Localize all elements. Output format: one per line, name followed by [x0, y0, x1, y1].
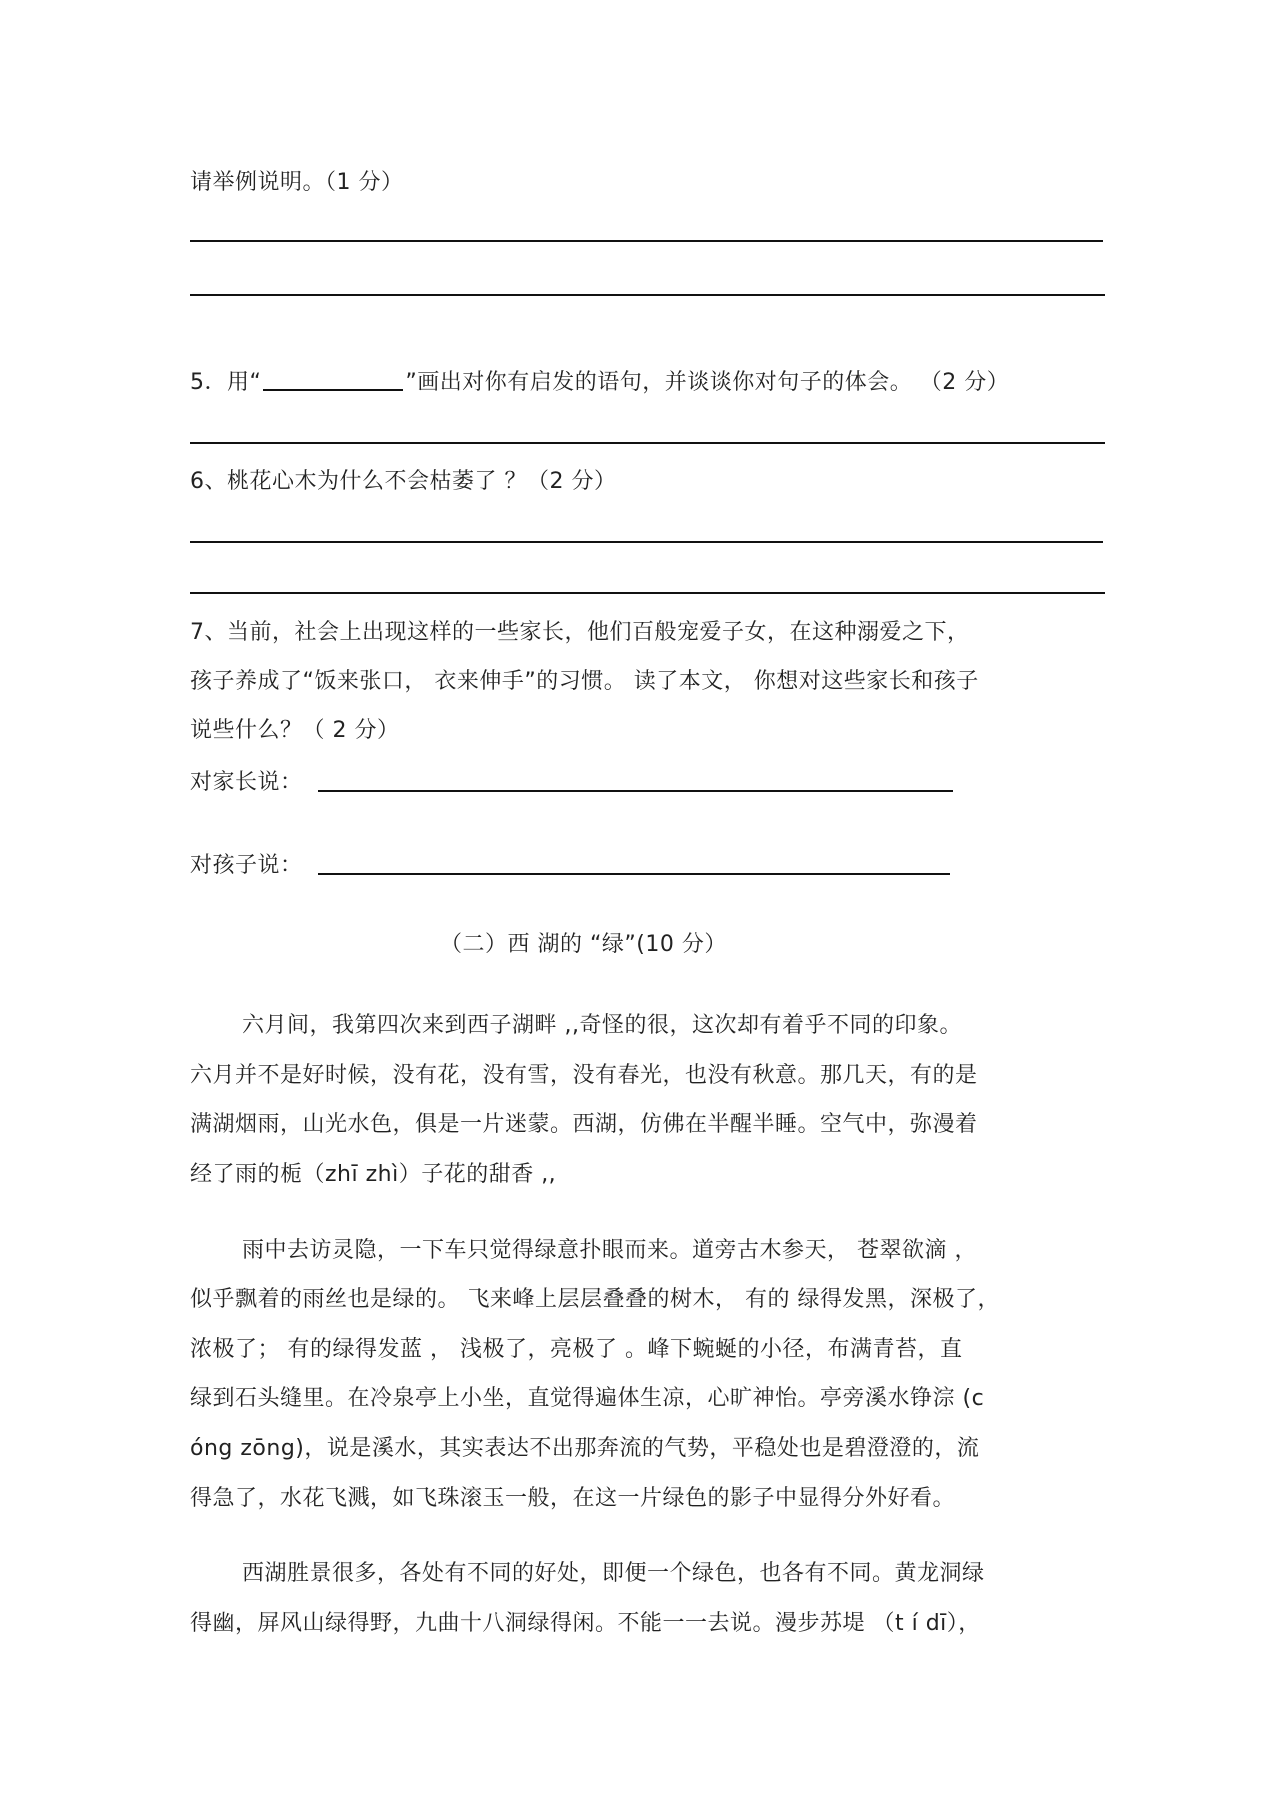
section-title: （二）西 湖的 “绿”(10 分） [440, 932, 727, 957]
passage-p1-line-4: 经了雨的栀（zhī zhì）子花的甜香 ,, [190, 1162, 557, 1187]
passage-p2-line-6: 得急了，水花飞溅，如飞珠滚玉一般，在这一片绿色的影子中显得分外好看。 [190, 1486, 956, 1511]
question-7-line-2: 孩子养成了“饭来张口， 衣来伸手”的习惯。 读了本文， 你想对这些家长和孩子 [190, 669, 979, 694]
question-7-line-3: 说些什么？（ 2 分） [190, 718, 400, 743]
answer-line-q6-2[interactable] [190, 592, 1105, 594]
answer-line-q4-2[interactable] [190, 294, 1105, 296]
passage-p2-line-4: 绿到石头缝里。在冷泉亭上小坐，直觉得遍体生凉，心旷神怡。亭旁溪水铮淙 (c [190, 1386, 985, 1411]
passage-p3-line-1: 西湖胜景很多，各处有不同的好处，即便一个绿色，也各有不同。黄龙洞绿 [242, 1561, 985, 1586]
answer-line-q5[interactable] [190, 442, 1105, 444]
passage-p2-line-5: óng zōng)，说是溪水，其实表达不出那奔流的气势，平稳处也是碧澄澄的，流 [190, 1436, 980, 1461]
answer-line-children[interactable] [318, 873, 950, 875]
passage-p3-line-2: 得幽，屏风山绿得野，九曲十八洞绿得闲。不能一一去说。漫步苏堤 （t í dī）， [190, 1611, 981, 1636]
question-5 [190, 368, 1009, 398]
question-6: 6、桃花心木为什么不会枯萎了 ？（2 分） [190, 469, 617, 494]
passage-p2-line-2: 似乎飘着的雨丝也是绿的。 飞来峰上层层叠叠的树木， 有的 绿得发黑，深极了， [190, 1287, 1000, 1312]
answer-line-parents[interactable] [318, 790, 953, 792]
question-7-line-1: 7、当前，社会上出现这样的一些家长，他们百般宠爱子女，在这种溺爱之下， [190, 620, 970, 645]
passage-p1-line-1: 六月间，我第四次来到西子湖畔 ,,奇怪的很，这次却有着乎不同的印象。 [242, 1013, 962, 1038]
question-5-prefix: 5．用“ [190, 370, 262, 395]
answer-line-q4-1[interactable] [190, 240, 1103, 242]
answer-line-q6-1[interactable] [190, 541, 1103, 543]
underline-sample [263, 369, 403, 391]
question-4-tail: 请举例说明。（1 分） [190, 170, 404, 195]
passage-p1-line-3: 满湖烟雨，山光水色，俱是一片迷蒙。西湖，仿佛在半醒半睡。空气中，弥漫着 [190, 1112, 978, 1137]
passage-p2-line-3: 浓极了； 有的绿得发蓝 ， 浅极了，亮极了 。峰下蜿蜒的小径，布满青苔，直 [190, 1337, 963, 1362]
passage-p1-line-2: 六月并不是好时候，没有花，没有雪，没有春光，也没有秋意。那几天，有的是 [190, 1063, 978, 1088]
passage-p2-line-1: 雨中去访灵隐，一下车只觉得绿意扑眼而来。道旁古木参天， 苍翠欲滴 ， [242, 1238, 977, 1263]
children-label: 对孩子说： [190, 853, 303, 878]
parents-label: 对家长说： [190, 770, 303, 795]
question-5-suffix: ”画出对你有启发的语句，并谈谈你对句子的体会。 （2 分） [405, 370, 1010, 395]
